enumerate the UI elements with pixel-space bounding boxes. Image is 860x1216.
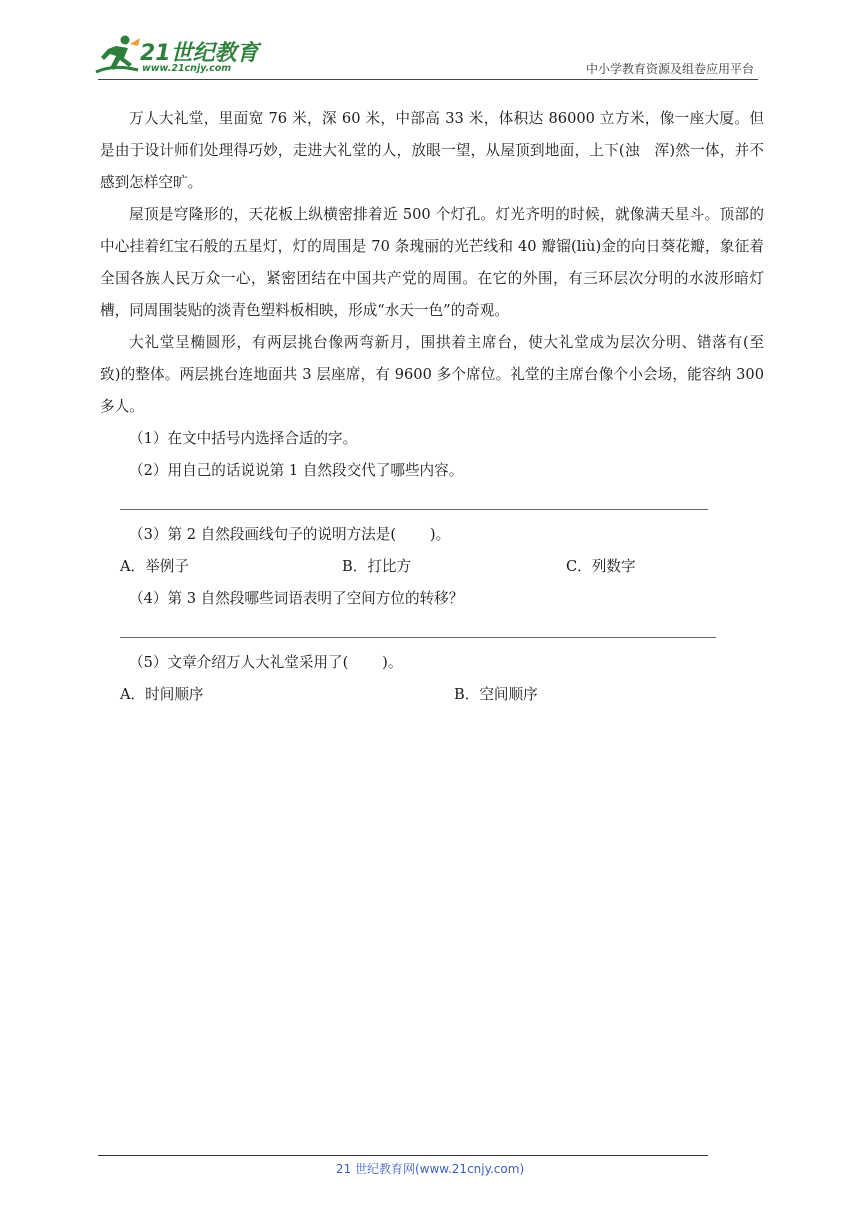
passage-paragraph-3: 大礼堂呈椭圆形，有两层挑台像两弯新月，围拱着主席台，使大礼堂成为层次分明、错落有(至 致)的整体。两层挑台连地面共 3 层座席，有 9600 多个席位。礼堂的主席台像个小会场，能容纳 300 多人。 (100, 334, 779, 415)
footer-divider (98, 1155, 708, 1156)
brand-url: www.21cnjy.com (142, 63, 232, 74)
header-platform-text: 中小学教育资源及组卷应用平台 (585, 62, 754, 76)
question-2: （2）用自己的话说说第 1 自然段交代了哪些内容。 (129, 462, 464, 479)
option-c[interactable]: C．列数字 (566, 558, 636, 575)
question-5: （5）文章介绍万人大礼堂采用了( )。 (129, 654, 403, 671)
brand-logo[interactable] (94, 34, 264, 78)
question-5-options (100, 679, 764, 711)
footer-link[interactable]: 21 世纪教育网(www.21cnjy.com) (335, 1162, 525, 1176)
question-1: （1）在文中括号内选择合适的字。 (129, 430, 358, 447)
runner-logo-icon (94, 34, 142, 76)
passage-paragraph-2: 屋顶是穹隆形的，天花板上纵横密排着近 500 个灯孔。灯光齐明的时候，就像满天星斗。顶部的中心挂着红宝石般的五星灯，灯的周围是 70 条瑰丽的光芒线和 40 瓣镏(liù)金的向日葵花瓣，象征着全国各族人民万众一心，紧密团结在中国共产党的周围。在它的外围，有三环层次分明的水波形暗灯槽，同周围装贴的淡青色塑料板相映，形成“水天一色”的奇观。 (100, 206, 764, 319)
option-b[interactable]: B．空间顺序 (454, 686, 538, 703)
answer-line-q2[interactable] (100, 487, 764, 519)
option-a[interactable]: A．时间顺序 (120, 686, 204, 703)
question-3-options (100, 551, 764, 583)
answer-line-q4[interactable] (100, 615, 764, 647)
question-4: （4）第 3 自然段哪些词语表明了空间方位的转移？ (129, 590, 464, 607)
option-a[interactable]: A．举例子 (120, 558, 189, 575)
document-body (100, 103, 779, 711)
option-b[interactable]: B．打比方 (342, 558, 412, 575)
passage-paragraph-1: 万人大礼堂，里面宽 76 米，深 60 米，中部高 33 米，体积达 86000 立方米，像一座大厦。但是由于设计师们处理得巧妙，走进大礼堂的人，放眼一望，从屋顶到地面，上下(浊 浑)然一体，并不感到怎样空旷。 (100, 110, 764, 191)
page-header (0, 0, 860, 82)
question-3: （3）第 2 自然段画线句子的说明方法是( )。 (129, 526, 451, 543)
header-divider (98, 79, 758, 80)
brand-name: 21世纪教育 (140, 41, 259, 66)
